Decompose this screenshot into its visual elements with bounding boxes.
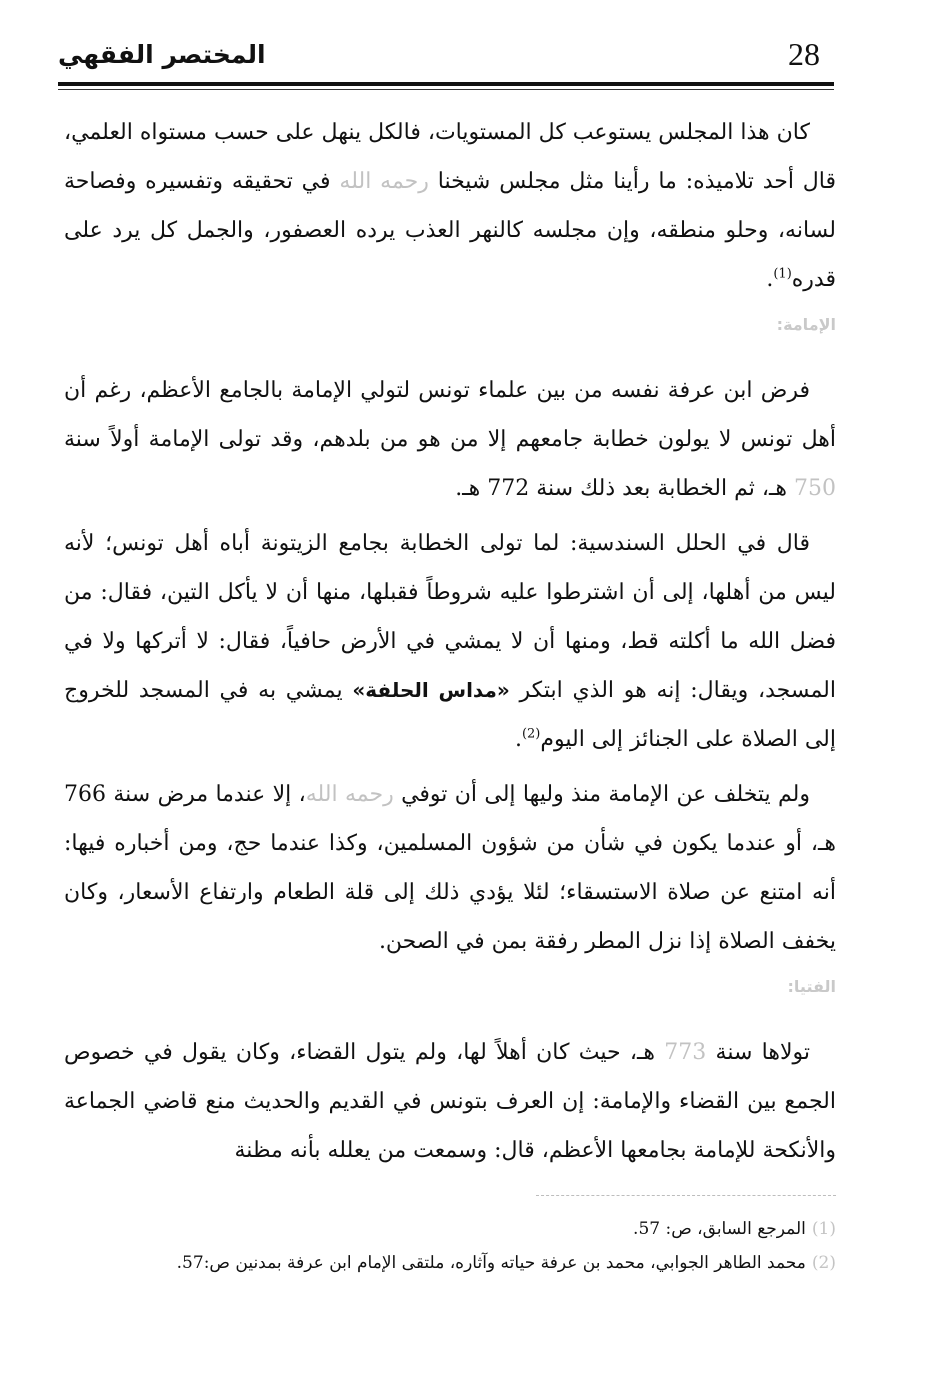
year-773: 773: [664, 1040, 707, 1065]
footnote-ref-2[interactable]: (2): [521, 726, 541, 742]
footnote-mark: (1): [811, 1219, 836, 1239]
footnote-1: [100, 1212, 836, 1246]
honorific-glyph: رحمه الله: [305, 782, 394, 807]
footnote-ref-1[interactable]: (1): [773, 266, 792, 282]
section-heading-imama: الإمامة:: [776, 315, 836, 334]
year-772: 772: [487, 476, 530, 501]
running-header-title: المختصر الفقهي: [58, 40, 266, 69]
footnotes: [100, 1212, 836, 1280]
page-number: 28: [788, 36, 820, 72]
term-madas-al-halfa: «مداس الحلفة»: [352, 678, 510, 702]
footnote-2: [100, 1246, 836, 1280]
main-text: [64, 108, 836, 1181]
paragraph-4: ولم يتخلف عن الإمامة منذ وليها إلى أن توفي رحمه الله، إلا عندما مرض سنة 766 هـ، أو عندما يكون في شأن من شؤون المسلمين، وكذا عندما حج، ومن أخباره فيها: أنه امتنع عن صلاة الاستسقاء؛ لئلا يؤدي ذلك إلى قلة الطعام وارتفاع الأسعار، وكان يخفف الصلاة إذا نزل المطر رفقة بمن في الصحن.: [64, 782, 836, 954]
footnote-text: المرجع السابق، ص: 57.: [633, 1219, 806, 1239]
header-rule-thin: [58, 89, 834, 90]
paragraph-3: قال في الحلل السندسية: لما تولى الخطابة بجامع الزيتونة أباه أهل تونس؛ لأنه ليس من أهلها، إلى أن اشترطوا عليه شروطاً فقبلها، منها أن لا يأكل التين، فقال: من فضل الله ما أكلته قط، ومنها أن لا يمشي في الأرض حافياً، فقال: لا أتركها ولا في المسجد، ويقال: إنه هو الذي ابتكر «مداس الحلفة» يمشي به في المسجد للخروج إلى الصلاة على الجنائز إلى اليوم$^{(2)}$.: [64, 531, 836, 752]
year-750: 750: [794, 476, 836, 501]
paragraph-1: كان هذا المجلس يستوعب كل المستويات، فالكل ينهل على حسب مستواه العلمي، قال أحد تلاميذه: ما رأينا مثل مجلس شيخنا رحمه الله في تحقيقه وتفسيره وفصاحة لسانه، وحلو منطقه، وإن مجلسه كالنهر العذب يرده العصفور، والجمل كل يرد على قدره$^{(1)}$.: [64, 120, 837, 292]
paragraph-2: فرض ابن عرفة نفسه من بين علماء تونس لتولي الإمامة بالجامع الأعظم، رغم أن أهل تونس لا يولون خطابة جامعهم إلا من هو من بلدهم، وقد تولى الإمامة أولاً سنة 750 هـ، ثم الخطابة بعد ذلك سنة 772 هـ.: [64, 378, 836, 501]
honorific-glyph: رحمه الله: [339, 169, 429, 194]
footnote-separator: [536, 1195, 836, 1196]
footnote-text: محمد الطاهر الجوابي، محمد بن عرفة حياته وآثاره، ملتقى الإمام ابن عرفة بمدنين ص:57.: [176, 1253, 806, 1273]
footnote-mark: (2): [811, 1253, 836, 1273]
header-rule-thick: [58, 82, 834, 86]
section-heading-fatwa: الفتيا:: [787, 977, 836, 996]
year-766: 766: [64, 782, 106, 807]
paragraph-5: تولاها سنة 773 هـ، حيث كان أهلاً لها، ولم يتول القضاء، وكان يقول في خصوص الجمع بين القضاء والإمامة: إن العرف بتونس في القديم والحديث منع قاضي الجماعة والأنكحة للإمامة بجامعها الأعظم، قال: وسمعت من يعلله بأنه مظنة: [64, 1040, 836, 1163]
